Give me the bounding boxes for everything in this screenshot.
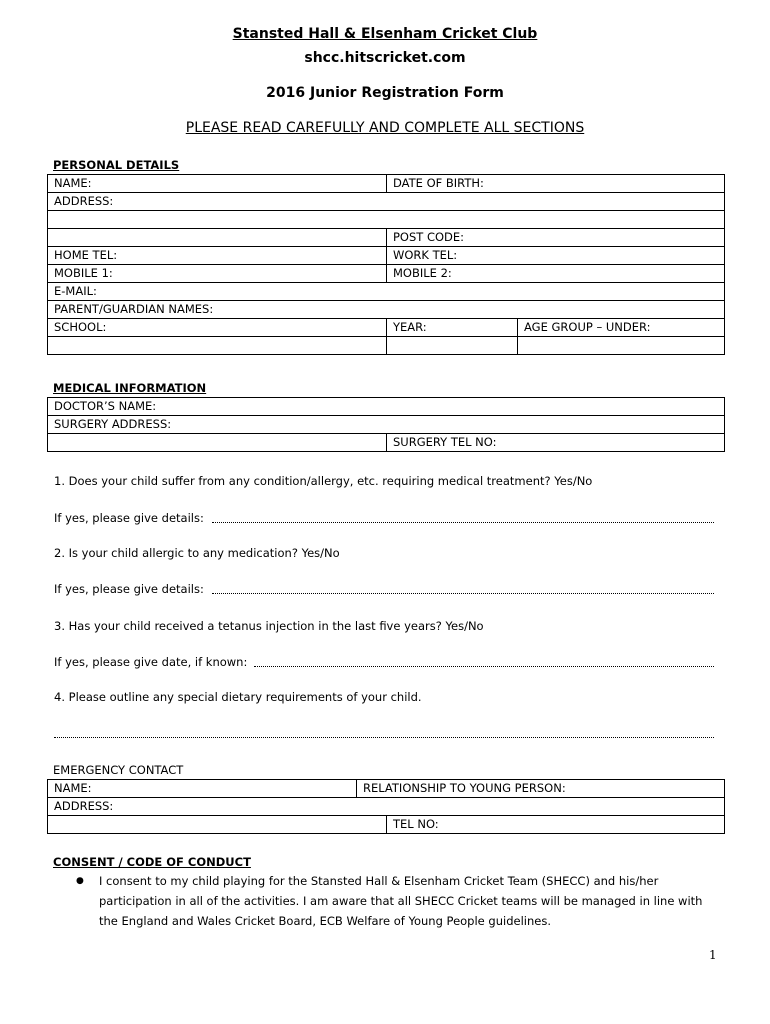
form-title: 2016 Junior Registration Form — [266, 85, 504, 101]
table-row — [48, 416, 725, 434]
question-3-details-label: If yes, please give date, if known: — [54, 655, 248, 669]
school-line-2[interactable] — [48, 337, 387, 355]
table-row — [48, 301, 725, 319]
table-row — [48, 265, 725, 283]
parent-names-field[interactable]: PARENT/GUARDIAN NAMES: — [48, 301, 725, 319]
table-row — [48, 211, 725, 229]
question-3-details-line[interactable] — [254, 666, 714, 667]
question-4-details-line[interactable] — [54, 737, 714, 738]
surgery-address-field[interactable]: SURGERY ADDRESS: — [48, 416, 725, 434]
emergency-address-line-2[interactable] — [48, 816, 387, 834]
medical-table — [47, 397, 725, 452]
page-number: 1 — [709, 948, 717, 962]
home-tel-field[interactable]: HOME TEL: — [48, 247, 387, 265]
emergency-address-field[interactable]: ADDRESS: — [48, 798, 725, 816]
name-field[interactable]: NAME: — [48, 175, 387, 193]
address-line-2[interactable] — [48, 211, 725, 229]
surgery-address-line-2[interactable] — [48, 434, 387, 452]
year-field[interactable]: YEAR: — [387, 319, 518, 337]
instruction: PLEASE READ CAREFULLY AND COMPLETE ALL SECTIONS — [185, 120, 585, 136]
postcode-field[interactable]: POST CODE: — [387, 229, 725, 247]
table-row — [48, 229, 725, 247]
emergency-heading: EMERGENCY CONTACT — [53, 763, 184, 777]
question-1: 1. Does your child suffer from any condition/allergy, etc. requiring medical treatment? Yes/No — [54, 474, 593, 488]
table-row — [48, 175, 725, 193]
table-row — [48, 798, 725, 816]
work-tel-field[interactable]: WORK TEL: — [387, 247, 725, 265]
doctor-name-field[interactable]: DOCTOR’S NAME: — [48, 398, 725, 416]
table-row — [48, 816, 725, 834]
table-row — [48, 283, 725, 301]
emergency-name-field[interactable]: NAME: — [48, 780, 357, 798]
table-row — [48, 780, 725, 798]
question-2: 2. Is your child allergic to any medication? Yes/No — [54, 546, 340, 560]
table-row — [48, 398, 725, 416]
table-row — [48, 337, 725, 355]
mobile2-field[interactable]: MOBILE 2: — [387, 265, 725, 283]
question-1-details-line[interactable] — [212, 522, 714, 523]
emergency-table — [47, 779, 725, 834]
table-row — [48, 319, 725, 337]
emergency-tel-field[interactable]: TEL NO: — [387, 816, 725, 834]
consent-text: I consent to my child playing for the Stansted Hall & Elsenham Cricket Team (SHECC) and his/her participation in all of the activities. I am aware that all SHECC Cricket teams will be managed in line with the England and Wales Cricket Board, ECB Welfare of Young People guidelines. — [99, 874, 703, 928]
question-1-details-label: If yes, please give details: — [54, 511, 204, 525]
question-4: 4. Please outline any special dietary requirements of your child. — [54, 690, 422, 704]
personal-details-heading: PERSONAL DETAILS — [53, 158, 180, 172]
dob-field[interactable]: DATE OF BIRTH: — [387, 175, 725, 193]
table-row — [48, 434, 725, 452]
address-field[interactable]: ADDRESS: — [48, 193, 725, 211]
relationship-field[interactable]: RELATIONSHIP TO YOUNG PERSON: — [357, 780, 725, 798]
medical-heading: MEDICAL INFORMATION — [53, 381, 207, 395]
table-row — [48, 193, 725, 211]
age-group-line-2[interactable] — [518, 337, 725, 355]
email-field[interactable]: E-MAIL: — [48, 283, 725, 301]
question-2-details-label: If yes, please give details: — [54, 582, 204, 596]
club-url: shcc.hitscricket.com — [304, 50, 466, 66]
mobile1-field[interactable]: MOBILE 1: — [48, 265, 387, 283]
age-group-field[interactable]: AGE GROUP – UNDER: — [518, 319, 725, 337]
year-line-2[interactable] — [387, 337, 518, 355]
table-row — [48, 247, 725, 265]
question-2-details-line[interactable] — [212, 593, 714, 594]
bullet-icon: ● — [76, 876, 84, 886]
question-3: 3. Has your child received a tetanus injection in the last five years? Yes/No — [54, 619, 484, 633]
consent-heading: CONSENT / CODE OF CONDUCT — [53, 855, 251, 869]
club-name: Stansted Hall & Elsenham Cricket Club — [232, 26, 538, 42]
personal-details-table — [47, 174, 725, 355]
school-field[interactable]: SCHOOL: — [48, 319, 387, 337]
address-line-3[interactable] — [48, 229, 387, 247]
surgery-tel-field[interactable]: SURGERY TEL NO: — [387, 434, 725, 452]
